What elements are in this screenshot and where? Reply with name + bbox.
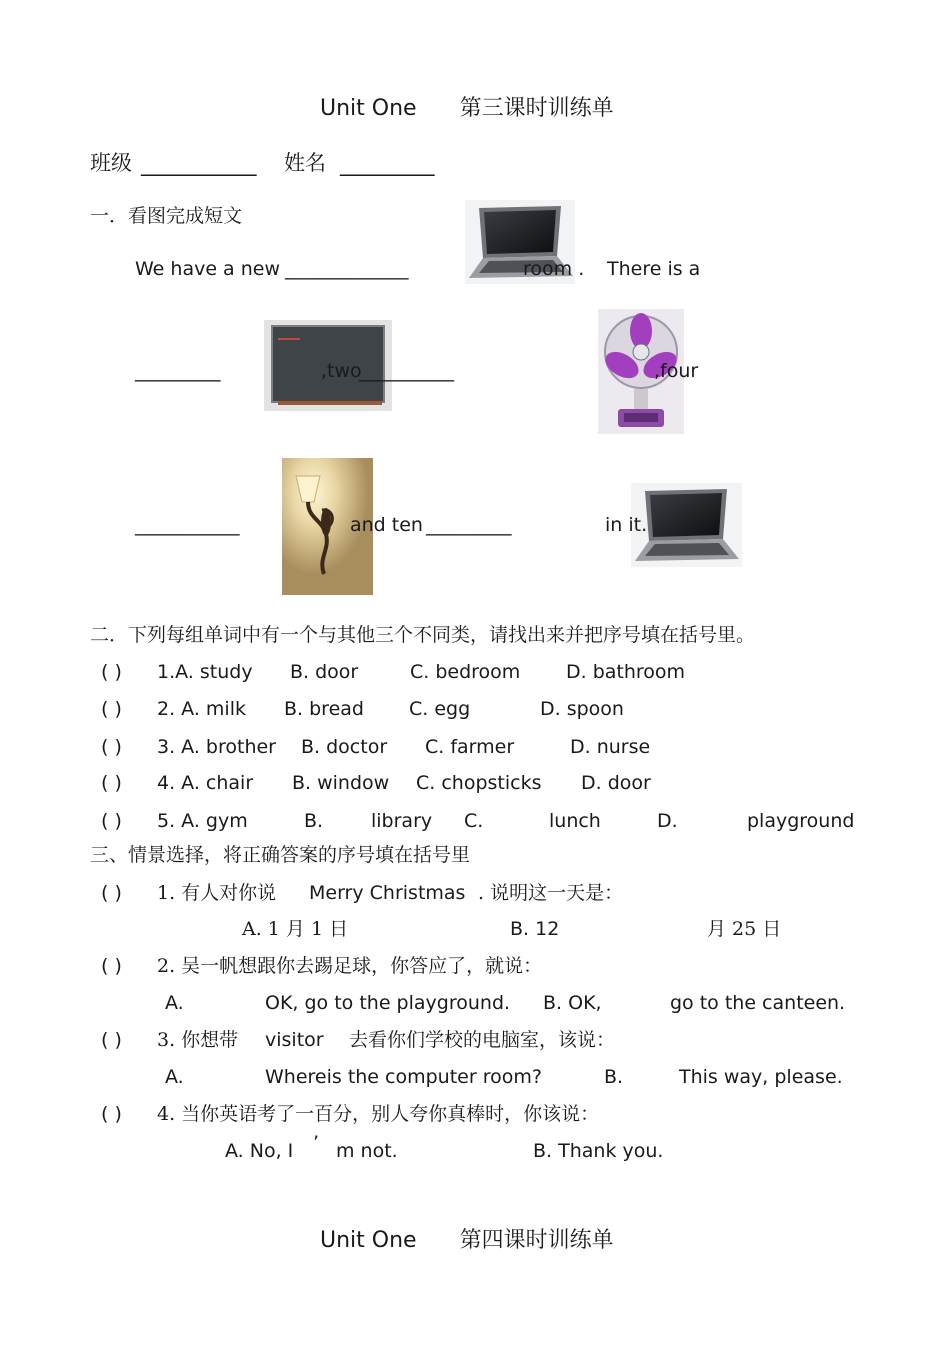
four-text: ,four bbox=[654, 360, 699, 382]
answer-paren[interactable]: ( ) bbox=[101, 772, 122, 794]
section2-heading: 二．下列每组单词中有一个与其他三个不同类，请找出来并把序号填在括号里。 bbox=[90, 624, 756, 646]
question-text: 1. 有人对你说 bbox=[157, 882, 277, 904]
two-text: ,two bbox=[321, 360, 362, 382]
option-a: OK, go to the playground. bbox=[265, 992, 511, 1014]
answer-paren[interactable]: ( ) bbox=[101, 955, 122, 977]
question-text: . 说明这一天是： bbox=[478, 882, 624, 904]
name-label: 姓名 bbox=[284, 151, 326, 175]
option-a-label: A. bbox=[165, 1066, 184, 1088]
name-blank[interactable]: _________ bbox=[340, 152, 435, 176]
line1-blank[interactable]: _____________ bbox=[285, 258, 409, 280]
option-d: D. spoon bbox=[540, 698, 624, 720]
option-a: 2. A. milk bbox=[157, 698, 246, 720]
option-b: This way, please. bbox=[679, 1066, 843, 1088]
option-d-label: D. bbox=[657, 810, 678, 832]
laptop-icon bbox=[631, 483, 742, 567]
option-b-word: library bbox=[371, 810, 433, 832]
option-d-word: playground bbox=[747, 810, 855, 832]
option-b-rest: 月 25 日 bbox=[707, 918, 782, 940]
line2-blank1[interactable]: _________ bbox=[135, 360, 221, 382]
question-english: visitor bbox=[265, 1029, 324, 1051]
line3-blank1[interactable]: ___________ bbox=[135, 514, 240, 536]
option-b: B. doctor bbox=[301, 736, 388, 758]
question-english: Merry Christmas bbox=[309, 882, 466, 904]
option-a-rest: m not. bbox=[336, 1140, 398, 1162]
option-b: B. bread bbox=[284, 698, 364, 720]
option-b: B. OK, bbox=[543, 992, 602, 1014]
option-c: C. bedroom bbox=[410, 661, 521, 683]
unit-label: Unit One bbox=[320, 96, 417, 121]
option-a: 1.A. study bbox=[157, 661, 253, 683]
question-text: 4. 当你英语考了一百分，别人夸你真棒时，你该说： bbox=[157, 1103, 600, 1125]
section1-heading: 一．看图完成短文 bbox=[90, 205, 243, 227]
answer-paren[interactable]: ( ) bbox=[101, 736, 122, 758]
answer-paren[interactable]: ( ) bbox=[101, 1029, 122, 1051]
answer-paren[interactable]: ( ) bbox=[101, 661, 122, 683]
in-it-text: in it. bbox=[605, 514, 648, 536]
option-c-word: lunch bbox=[549, 810, 601, 832]
option-c: C. farmer bbox=[425, 736, 515, 758]
room-text: room . bbox=[523, 258, 585, 280]
option-c: C. chopsticks bbox=[416, 772, 542, 794]
class-blank[interactable]: ___________ bbox=[141, 152, 257, 176]
question-text: 2. 吴一帆想跟你去踢足球，你答应了，就说： bbox=[157, 955, 543, 977]
answer-paren[interactable]: ( ) bbox=[101, 1103, 122, 1125]
option-a: A. No, I bbox=[225, 1140, 294, 1162]
option-a: A. 1 月 1 日 bbox=[242, 918, 349, 940]
line2-blank2[interactable]: __________ bbox=[359, 360, 454, 382]
worksheet-title bbox=[320, 98, 614, 120]
unit-label: Unit One bbox=[320, 1228, 417, 1253]
option-a: Whereis the computer room? bbox=[265, 1066, 542, 1088]
and-ten-text: and ten bbox=[350, 514, 423, 536]
option-a: 5. A. gym bbox=[157, 810, 248, 832]
option-c: C. egg bbox=[409, 698, 471, 720]
worksheet-title bbox=[320, 1230, 614, 1252]
line3-blank2[interactable]: _________ bbox=[426, 514, 512, 536]
there-is-text: There is a bbox=[607, 258, 701, 280]
option-b-label: B. bbox=[604, 1066, 624, 1088]
answer-paren[interactable]: ( ) bbox=[101, 698, 122, 720]
option-c-label: C. bbox=[464, 810, 484, 832]
question-text: 3. 你想带 bbox=[157, 1029, 239, 1051]
option-a: 3. A. brother bbox=[157, 736, 276, 758]
answer-paren[interactable]: ( ) bbox=[101, 882, 122, 904]
option-b-label: B. bbox=[304, 810, 324, 832]
section3-heading: 三、情景选择，将正确答案的序号填在括号里 bbox=[90, 844, 471, 866]
option-d: D. door bbox=[581, 772, 651, 794]
answer-paren[interactable]: ( ) bbox=[101, 810, 122, 832]
option-b: B. 12 bbox=[510, 918, 560, 940]
question-text: 去看你们学校的电脑室，该说： bbox=[349, 1029, 616, 1051]
lesson-label: 第三课时训练单 bbox=[459, 96, 614, 121]
option-b: B. window bbox=[292, 772, 390, 794]
option-b: B. Thank you. bbox=[533, 1140, 664, 1162]
option-b-rest: go to the canteen. bbox=[670, 992, 846, 1014]
option-a: 4. A. chair bbox=[157, 772, 254, 794]
lesson-label: 第四课时训练单 bbox=[459, 1228, 614, 1253]
option-a-apostrophe: ’ bbox=[313, 1132, 320, 1154]
option-d: D. nurse bbox=[570, 736, 651, 758]
option-d: D. bathroom bbox=[566, 661, 686, 683]
class-label: 班级 bbox=[90, 151, 132, 175]
option-a-label: A. bbox=[165, 992, 184, 1014]
line1-text: We have a new bbox=[135, 258, 281, 280]
option-b: B. door bbox=[290, 661, 359, 683]
